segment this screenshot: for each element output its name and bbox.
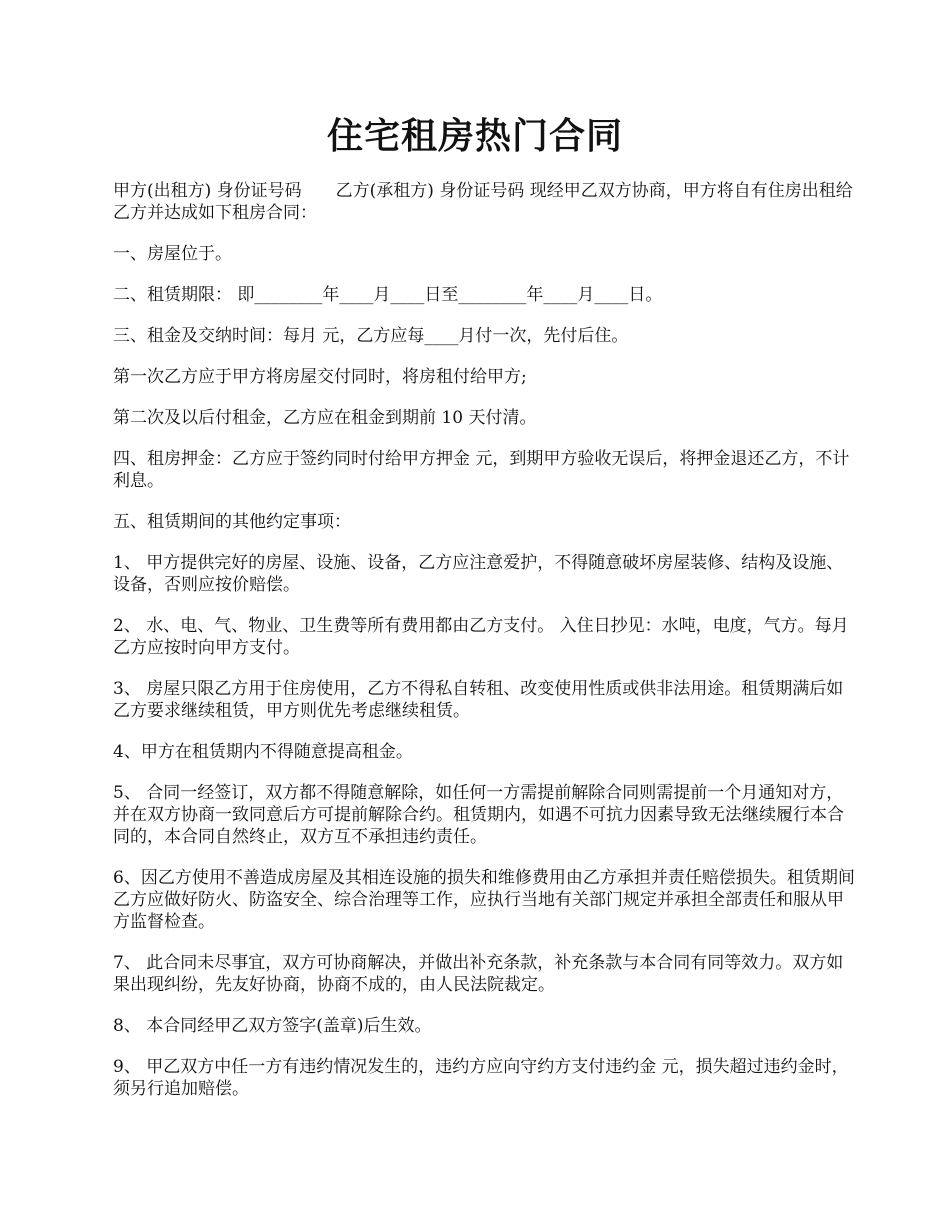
paragraph-item-2: 2、 水、电、气、物业、卫生费等所有费用都由乙方支付。 入住日抄见：水吨，电度，气方。每月乙方应按时向甲方支付。 (113, 616, 849, 658)
document-title: 住宅租房热门合同 (326, 115, 623, 157)
paragraph-item-7: 7、 此合同未尽事宜，双方可协商解决，并做出补充条款，补充条款与本合同有同等效力。双方如果出现纠纷，先友好协商，协商不成的，由人民法院裁定。 (113, 953, 844, 995)
paragraph-item-9: 9、 甲乙双方中任一方有违约情况发生的，违约方应向守约方支付违约金 元，损失超过违约金时，须另行追加赔偿。 (113, 1057, 849, 1099)
paragraph-clause-2-term: 二、租赁期限： 即________年____月____日至________年____月____日。 (113, 285, 663, 305)
paragraph-clause-3-rent: 三、租金及交纳时间：每月 元，乙方应每____月付一次，先付后住。 (113, 326, 629, 346)
paragraph-clause-1-location: 一、房屋位于。 (113, 244, 232, 264)
paragraph-clause-5-heading: 五、租赁期间的其他约定事项： (113, 512, 351, 532)
paragraph-item-4: 4、甲方在租赁期内不得随意提高租金。 (113, 742, 413, 762)
paragraph-item-8: 8、 本合同经甲乙双方签字(盖章)后生效。 (113, 1016, 432, 1036)
paragraph-intro: 甲方(出租方) 身份证号码 乙方(承租方) 身份证号码 现经甲乙双方协商，甲方将自有住房出租给乙方并达成如下租房合同： (113, 181, 853, 223)
paragraph-item-3: 3、 房屋只限乙方用于住房使用，乙方不得私自转租、改变使用性质或供非法用途。租赁期满后如乙方要求继续租赁，甲方则优先考虑继续租赁。 (113, 679, 844, 721)
paragraph-item-1: 1、 甲方提供完好的房屋、设施、设备，乙方应注意爱护，不得随意破坏房屋装修、结构及设施、设备，否则应按价赔偿。 (113, 553, 844, 595)
paragraph-clause-4-deposit: 四、租房押金：乙方应于签约同时付给甲方押金 元，到期甲方验收无误后，将押金退还乙方，不计利息。 (113, 449, 850, 491)
paragraph-item-5: 5、 合同一经签订，双方都不得随意解除，如任何一方需提前解除合同则需提前一个月通知对方，并在双方协商一致同意后方可提前解除合约。租赁期内，如遇不可抗力因素导致无法继续履行本合同的，本合同自然终止，双方互不承担违约责任。 (113, 783, 844, 847)
document-body (113, 180, 855, 1119)
paragraph-first-payment: 第一次乙方应于甲方将房屋交付同时，将房租付给甲方; (113, 367, 527, 387)
paragraph-later-payments: 第二次及以后付租金，乙方应在租金到期前 10 天付清。 (113, 408, 537, 428)
paragraph-item-6: 6、因乙方使用不善造成房屋及其相连设施的损失和维修费用由乙方承担并责任赔偿损失。租赁期间乙方应做好防火、防盗安全、综合治理等工作，应执行当地有关部门规定并承担全部责任和服从甲方监督检查。 (113, 868, 855, 932)
